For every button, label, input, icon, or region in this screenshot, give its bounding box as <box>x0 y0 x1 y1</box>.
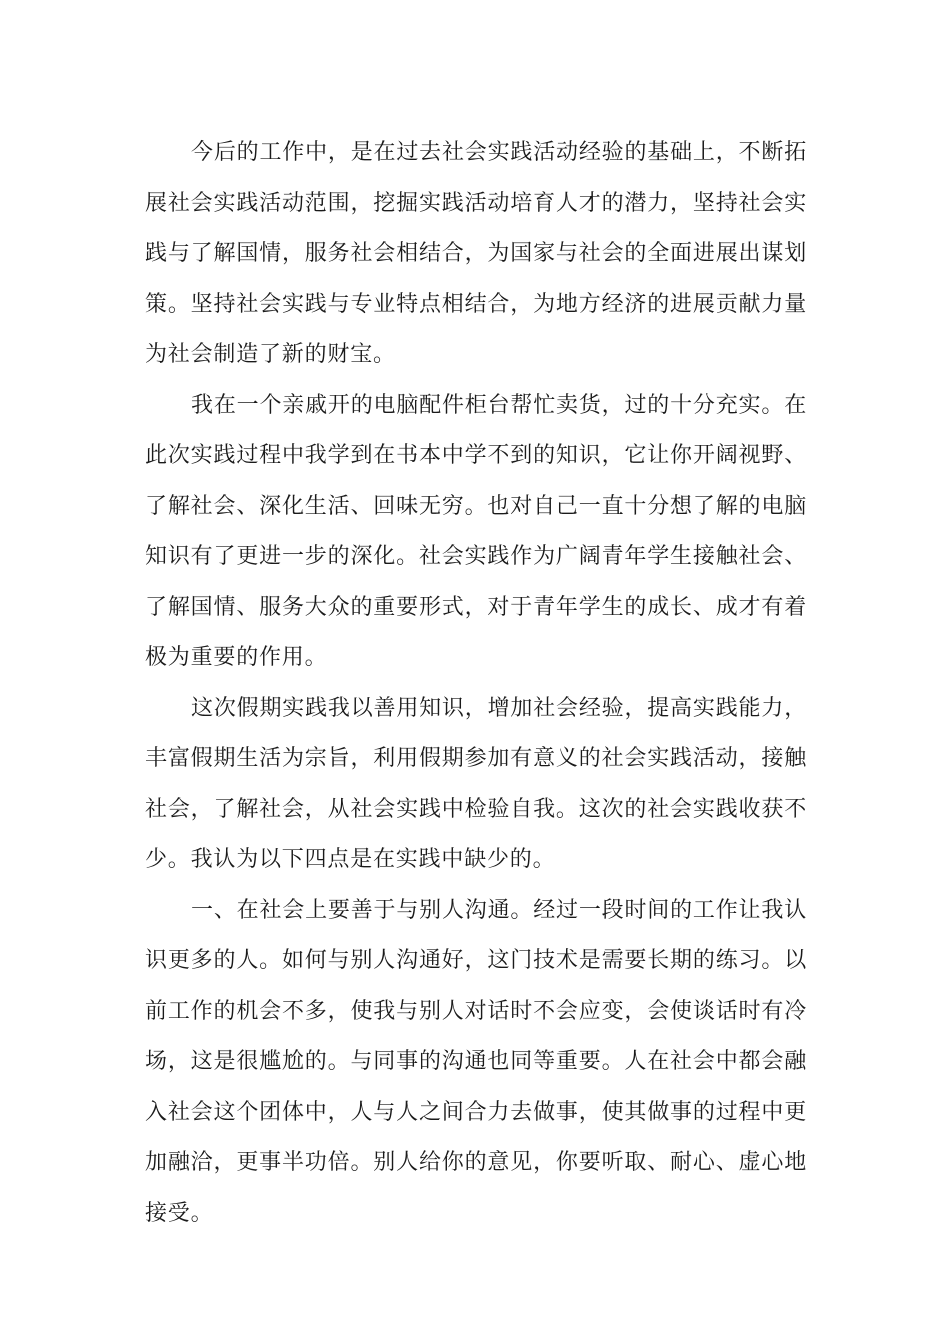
paragraph: 这次假期实践我以善用知识，增加社会经验，提高实践能力，丰富假期生活为宗旨，利用假期参加有意义的社会实践活动，接触社会，了解社会，从社会实践中检验自我。这次的社会实践收获不少。我认为以下四点是在实践中缺少的。 <box>145 695 807 872</box>
document-body <box>145 128 807 1239</box>
paragraph: 一、在社会上要善于与别人沟通。经过一段时间的工作让我认识更多的人。如何与别人沟通好，这门技术是需要长期的练习。以前工作的机会不多，使我与别人对话时不会应变，会使谈话时有冷场，这是很尴尬的。与同事的沟通也同等重要。人在社会中都会融入社会这个团体中，人与人之间合力去做事，使其做事的过程中更加融洽，更事半功倍。别人给你的意见，你要听取、耐心、虚心地接受。 <box>145 897 807 1226</box>
paragraph: 我在一个亲戚开的电脑配件柜台帮忙卖货，过的十分充实。在此次实践过程中我学到在书本中学不到的知识，它让你开阔视野、了解社会、深化生活、回味无穷。也对自己一直十分想了解的电脑知识有了更进一步的深化。社会实践作为广阔青年学生接触社会、了解国情、服务大众的重要形式，对于青年学生的成长、成才有着极为重要的作用。 <box>145 392 807 670</box>
paragraph: 今后的工作中，是在过去社会实践活动经验的基础上，不断拓展社会实践活动范围，挖掘实践活动培育人才的潜力，坚持社会实践与了解国情，服务社会相结合，为国家与社会的全面进展出谋划策。坚持社会实践与专业特点相结合，为地方经济的进展贡献力量为社会制造了新的财宝。 <box>145 140 807 367</box>
